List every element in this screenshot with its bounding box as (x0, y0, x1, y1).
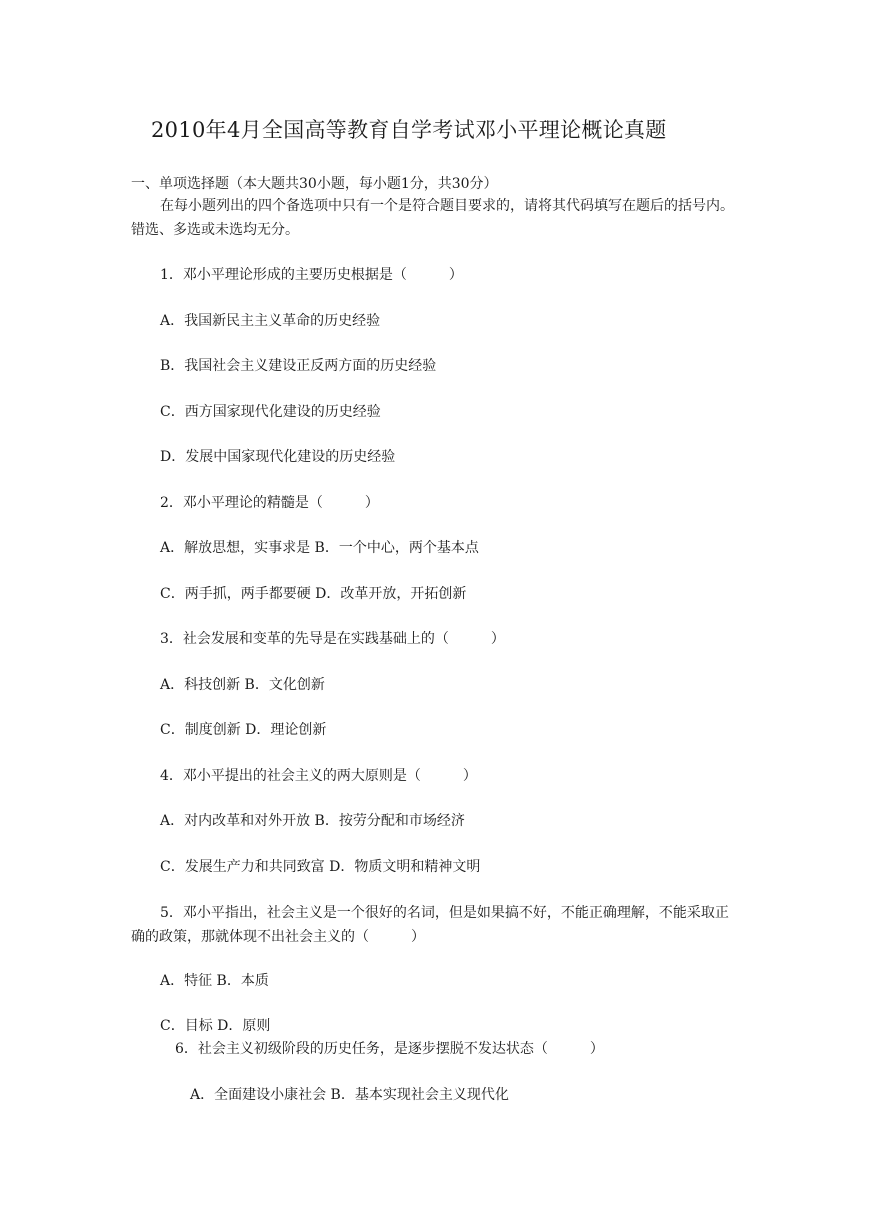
question-6-options-ab: A．全面建设小康社会 B．基本实现社会主义现代化 (190, 1087, 509, 1103)
question-2-options-ab: A．解放思想，实事求是 B．一个中心，两个基本点 (160, 540, 479, 556)
section-heading: 一、单项选择题（本大题共30小题，每小题1分，共30分） (131, 176, 498, 192)
section-instructions: 在每小题列出的四个备选项中只有一个是符合题目要求的，请将其代码填写在题后的括号内。错选、多选或未选均无分。 (131, 198, 734, 238)
question-1-option-d: D．发展中国家现代化建设的历史经验 (160, 449, 396, 465)
question-3-options-ab: A．科技创新 B．文化创新 (160, 677, 325, 693)
question-4-stem: 4．邓小平提出的社会主义的两大原则是（ ） (160, 768, 477, 784)
question-4-options-ab: A．对内改革和对外开放 B．按劳分配和市场经济 (160, 813, 465, 829)
question-5-options-ab: A．特征 B．本质 (160, 973, 269, 989)
question-5-options-cd: C．目标 D．原则 (160, 1018, 271, 1034)
question-1-option-b: B．我国社会主义建设正反两方面的历史经验 (160, 358, 437, 374)
question-1-stem: 1．邓小平理论形成的主要历史根据是（ ） (160, 267, 463, 283)
question-1-option-c: C．西方国家现代化建设的历史经验 (160, 404, 381, 420)
question-2-options-cd: C．两手抓，两手都要硬 D．改革开放，开拓创新 (160, 586, 467, 602)
question-3-stem: 3．社会发展和变革的先导是在实践基础上的（ ） (160, 631, 505, 647)
question-6-stem: 6．社会主义初级阶段的历史任务，是逐步摆脱不发达状态（ ） (175, 1041, 604, 1057)
question-1-option-a: A．我国新民主主义革命的历史经验 (160, 313, 381, 329)
question-2-stem: 2．邓小平理论的精髓是（ ） (160, 495, 379, 511)
question-5-stem: 5．邓小平指出，社会主义是一个很好的名词，但是如果搞不好，不能正确理解，不能采取正确的政策，那就体现不出社会主义的（ ） (131, 905, 729, 945)
document-title: 2010年4月全国高等教育自学考试邓小平理论概论真题 (151, 118, 667, 142)
question-4-options-cd: C．发展生产力和共同致富 D．物质文明和精神文明 (160, 859, 481, 875)
question-3-options-cd: C．制度创新 D．理论创新 (160, 722, 327, 738)
